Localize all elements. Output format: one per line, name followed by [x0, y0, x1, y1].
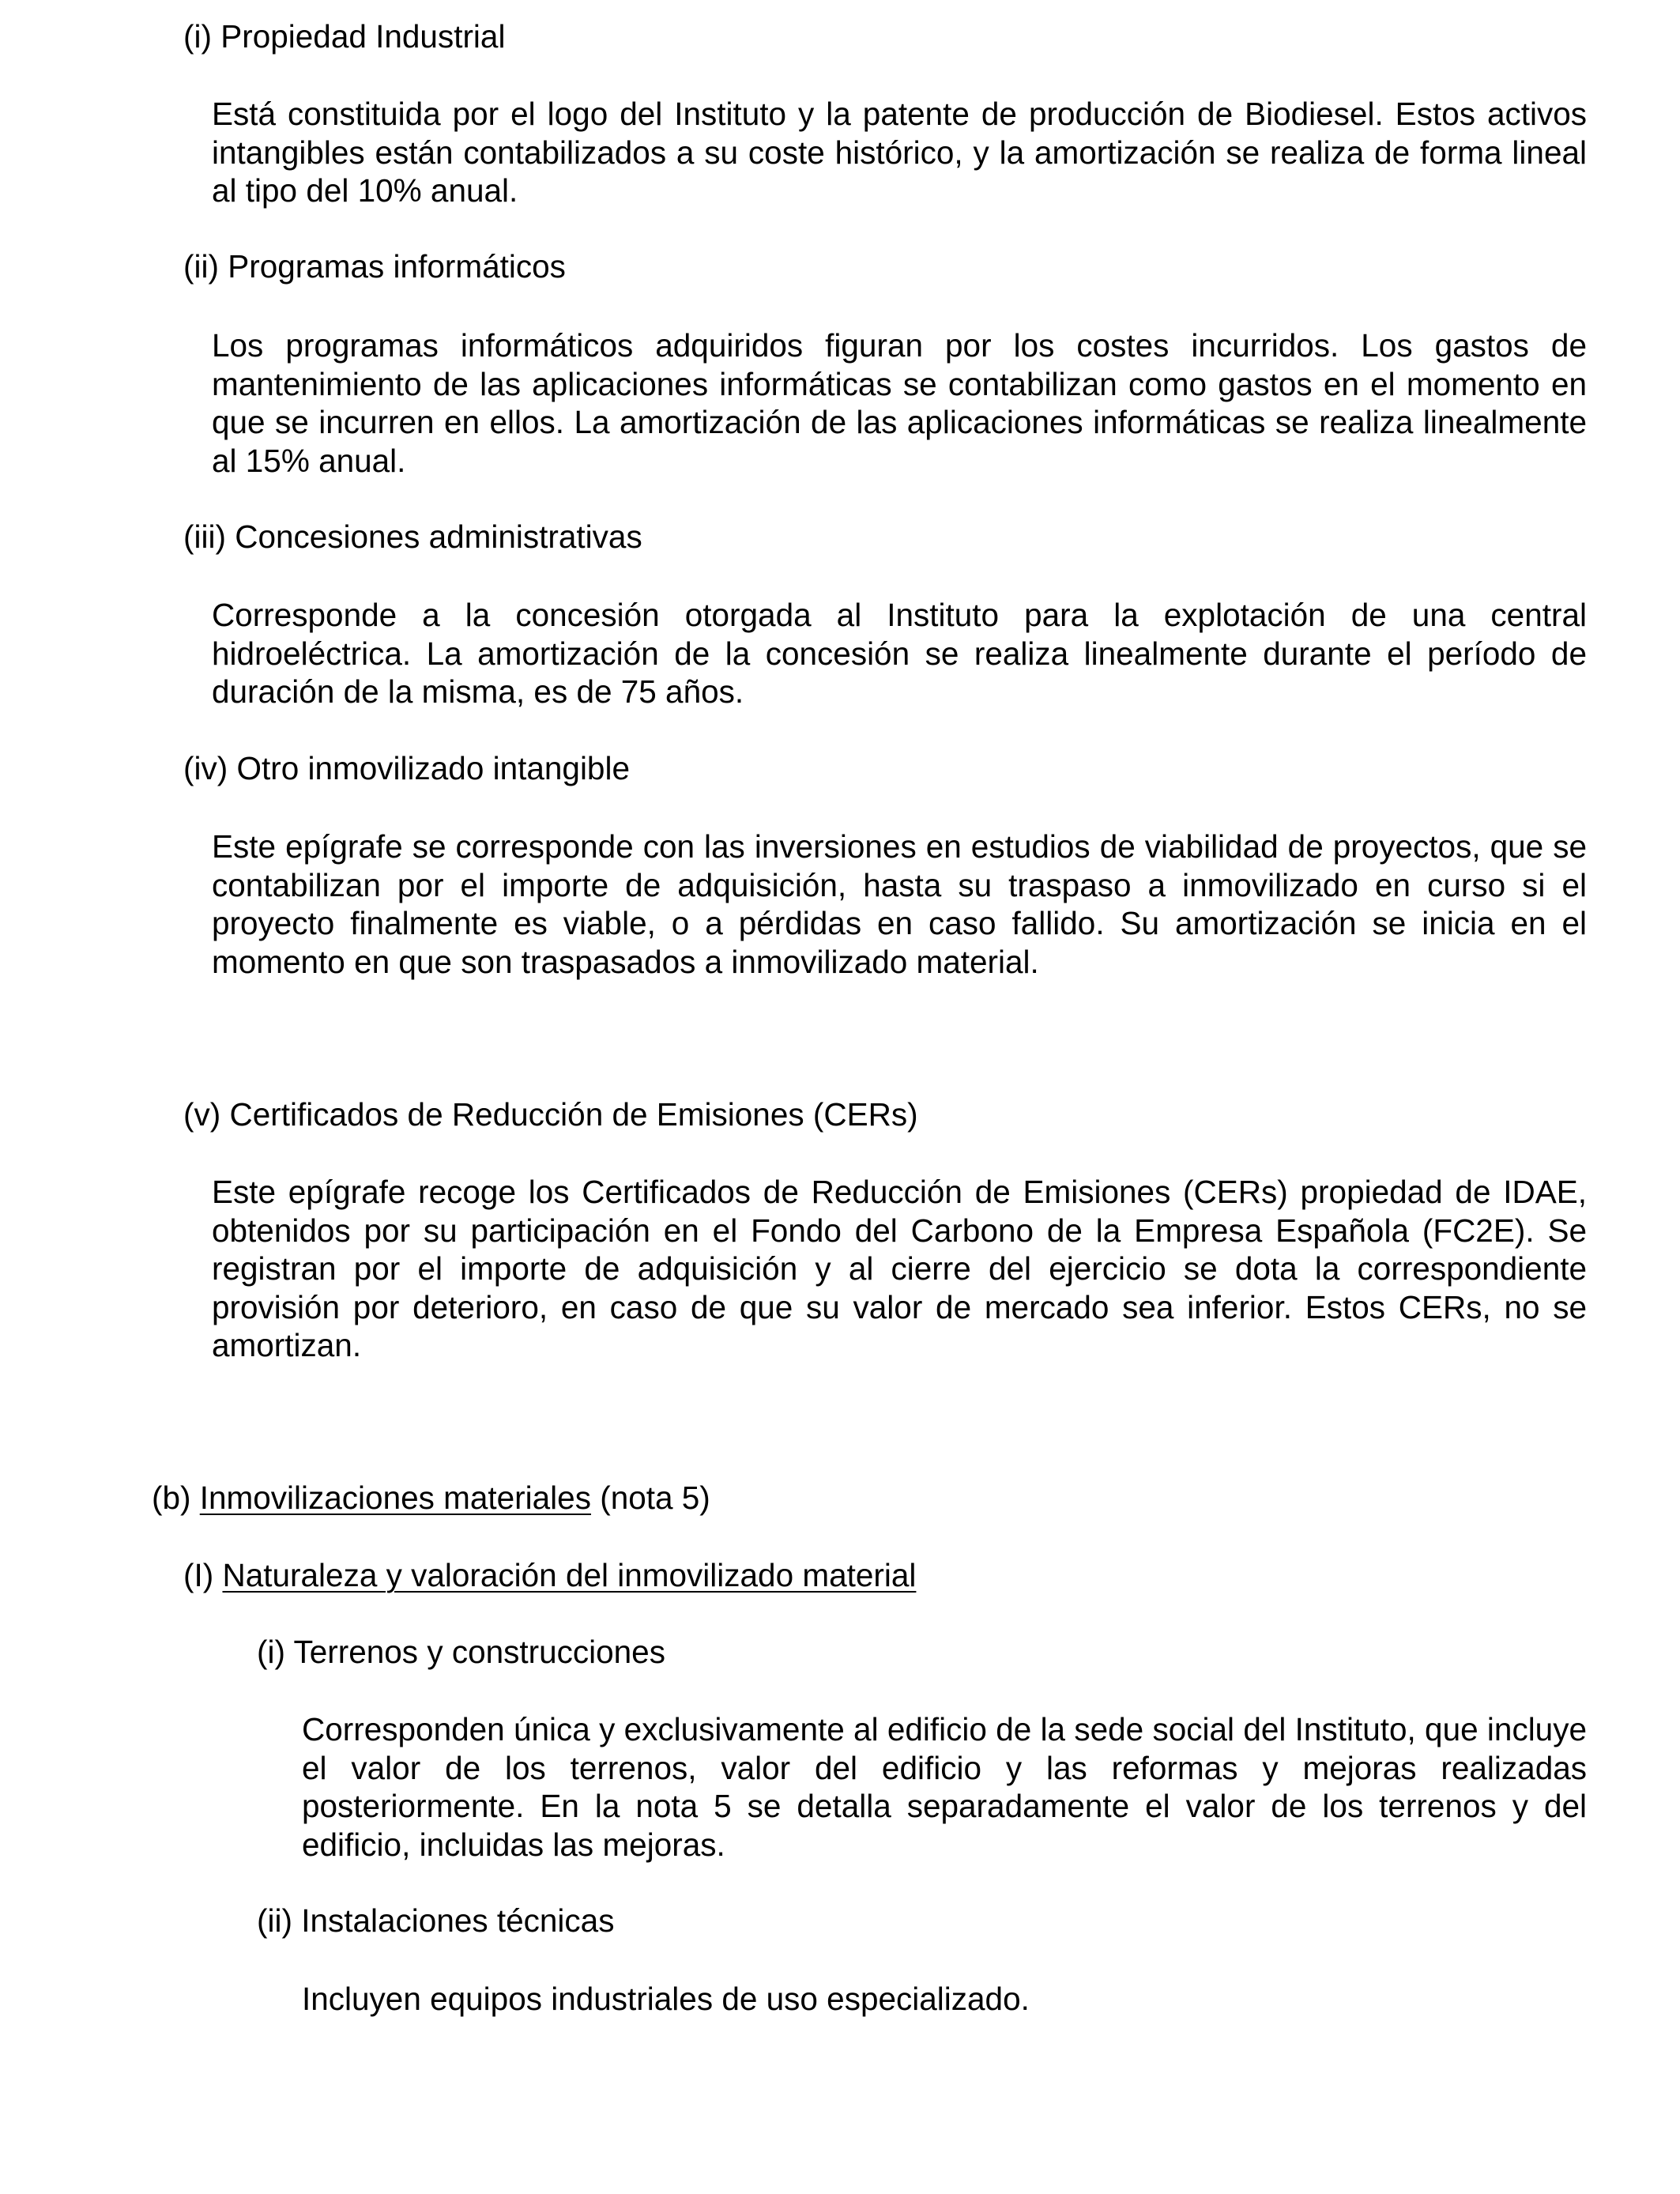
instalaciones-body: Incluyen equipos industriales de uso especializado. [302, 1981, 1030, 2017]
section-b-prefix: (b) [152, 1480, 200, 1516]
terrenos-heading: (i) Terrenos y construcciones [257, 1634, 665, 1670]
subsection-I-title: Naturaleza y valoración del inmovilizado material [222, 1557, 917, 1593]
section-iv-heading: (iv) Otro inmovilizado intangible [183, 750, 630, 786]
section-b-suffix: (nota 5) [590, 1480, 710, 1516]
instalaciones-heading: (ii) Instalaciones técnicas [257, 1902, 615, 1939]
section-ii-heading: (ii) Programas informáticos [183, 248, 566, 285]
section-ii-body: Los programas informáticos adquiridos figuran por los costes incurridos. Los gastos de mantenimiento de las aplicaciones informáticas se contabilizan como gastos en el momento en que se incurren en ellos. La amortización de las aplicaciones informáticas se realiza linealmente al 15% anual. [212, 327, 1587, 479]
section-i-heading: (i) Propiedad Industrial [183, 18, 506, 55]
section-i-body: Está constituida por el logo del Instituto y la patente de producción de Biodiesel. Estos activos intangibles están contabilizados a su coste histórico, y la amortización se realiza de forma lineal al tipo del 10% anual. [212, 96, 1587, 209]
section-iv-body: Este epígrafe se corresponde con las inversiones en estudios de viabilidad de proyectos, que se contabilizan por el importe de adquisición, hasta su traspaso a inmovilizado en curso si el proyecto finalmente es viable, o a pérdidas en caso fallido. Su amortización se inicia en el momento en que son traspasados a inmovilizado material. [212, 828, 1587, 980]
terrenos-body: Corresponden única y exclusivamente al edificio de la sede social del Instituto, que incluye el valor de los terrenos, valor del edificio y las reformas y mejoras realizadas posteriormente. En la nota 5 se detalla separadamente el valor de los terrenos y del edificio, incluidas las mejoras. [302, 1711, 1587, 1863]
section-iii-heading: (iii) Concesiones administrativas [183, 518, 642, 555]
section-iii-body: Corresponde a la concesión otorgada al Instituto para la explotación de una central hidroeléctrica. La amortización de la concesión se realiza linealmente durante el período de duración de la misma, es de 75 años. [212, 597, 1587, 710]
subsection-I-prefix: (I) [183, 1557, 223, 1593]
section-b-heading [152, 1479, 710, 1517]
subsection-I-heading [183, 1556, 916, 1595]
section-v-heading: (v) Certificados de Reducción de Emisiones (CERs) [183, 1096, 918, 1133]
section-b-title: Inmovilizaciones materiales [199, 1480, 591, 1516]
section-v-body: Este epígrafe recoge los Certificados de Reducción de Emisiones (CERs) propiedad de IDAE, obtenidos por su participación en el Fondo del Carbono de la Empresa Española (FC2E). Se registran por el importe de adquisición y al cierre del ejercicio se dota la correspondiente provisión por deterioro, en caso de que su valor de mercado sea inferior. Estos CERs, no se amortizan. [212, 1174, 1587, 1363]
